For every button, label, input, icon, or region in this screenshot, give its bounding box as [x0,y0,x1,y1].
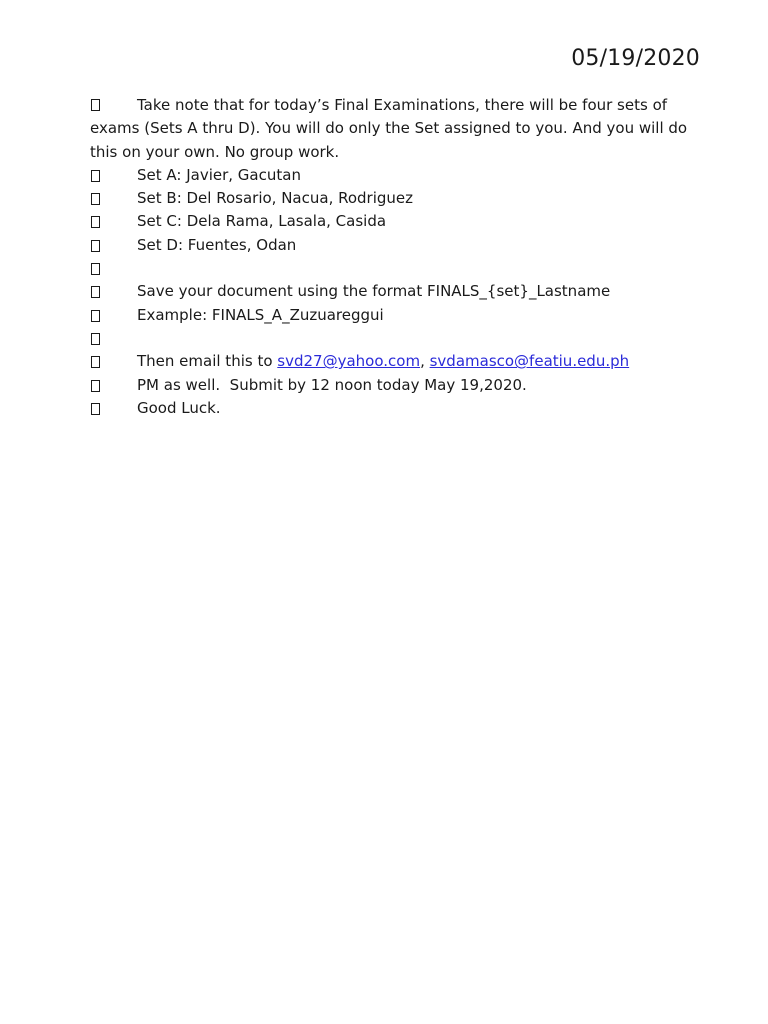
checkbox-bullet-icon [91,286,100,298]
list-item-text: Example: FINALS_A_Zuzuareggui [137,305,384,324]
email-separator: , [420,352,430,371]
list-item-text: Set C: Dela Rama, Lasala, Casida [137,212,387,231]
checkbox-bullet-icon [91,240,100,252]
checkbox-bullet-icon [91,170,100,182]
list-item-save-format [90,280,690,303]
list-item-text: Take note that for today’s Final Examinations, there will be four sets of exams (Sets A thru D). You will do only the Set assigned to you. And you will do this on your own. No group work. [90,96,688,161]
checkbox-bullet-icon [91,99,100,111]
checkbox-bullet-icon [91,216,100,228]
list-item-intro [90,94,690,164]
list-item-deadline [90,374,690,397]
email-link-yahoo[interactable]: svd27@yahoo.com [277,352,421,371]
list-item-text [100,327,690,350]
checkbox-bullet-icon [91,333,100,345]
list-item-text: PM as well. Submit by 12 noon today May 19,2020. [137,375,527,394]
email-prefix-text: Then email this to [137,352,278,371]
checkbox-bullet-icon [91,310,100,322]
checkbox-bullet-icon [91,356,100,368]
list-item-email [90,350,690,373]
list-item-set-b [90,187,690,210]
list-item-empty [90,327,690,350]
email-link-featiu[interactable]: svdamasco@featiu.edu.ph [429,352,630,371]
checkbox-bullet-icon [91,380,100,392]
list-item-text: Set D: Fuentes, Odan [137,235,297,254]
list-item-text [100,257,690,280]
list-item-good-luck [90,397,690,420]
list-item-set-c [90,210,690,233]
document-date: 05/19/2020 [571,46,700,71]
checkbox-bullet-icon [91,263,100,275]
list-item-text: Set B: Del Rosario, Nacua, Rodriguez [137,189,414,208]
instruction-list [90,94,690,420]
list-item-text: Good Luck. [137,398,221,417]
list-item-example [90,304,690,327]
list-item-text: Save your document using the format FINALS_{set}_Lastname [137,282,611,301]
list-item-text: Set A: Javier, Gacutan [137,165,301,184]
checkbox-bullet-icon [91,193,100,205]
list-item-set-a [90,164,690,187]
checkbox-bullet-icon [91,403,100,415]
list-item-empty [90,257,690,280]
list-item-set-d [90,234,690,257]
list-item-text [100,350,690,373]
